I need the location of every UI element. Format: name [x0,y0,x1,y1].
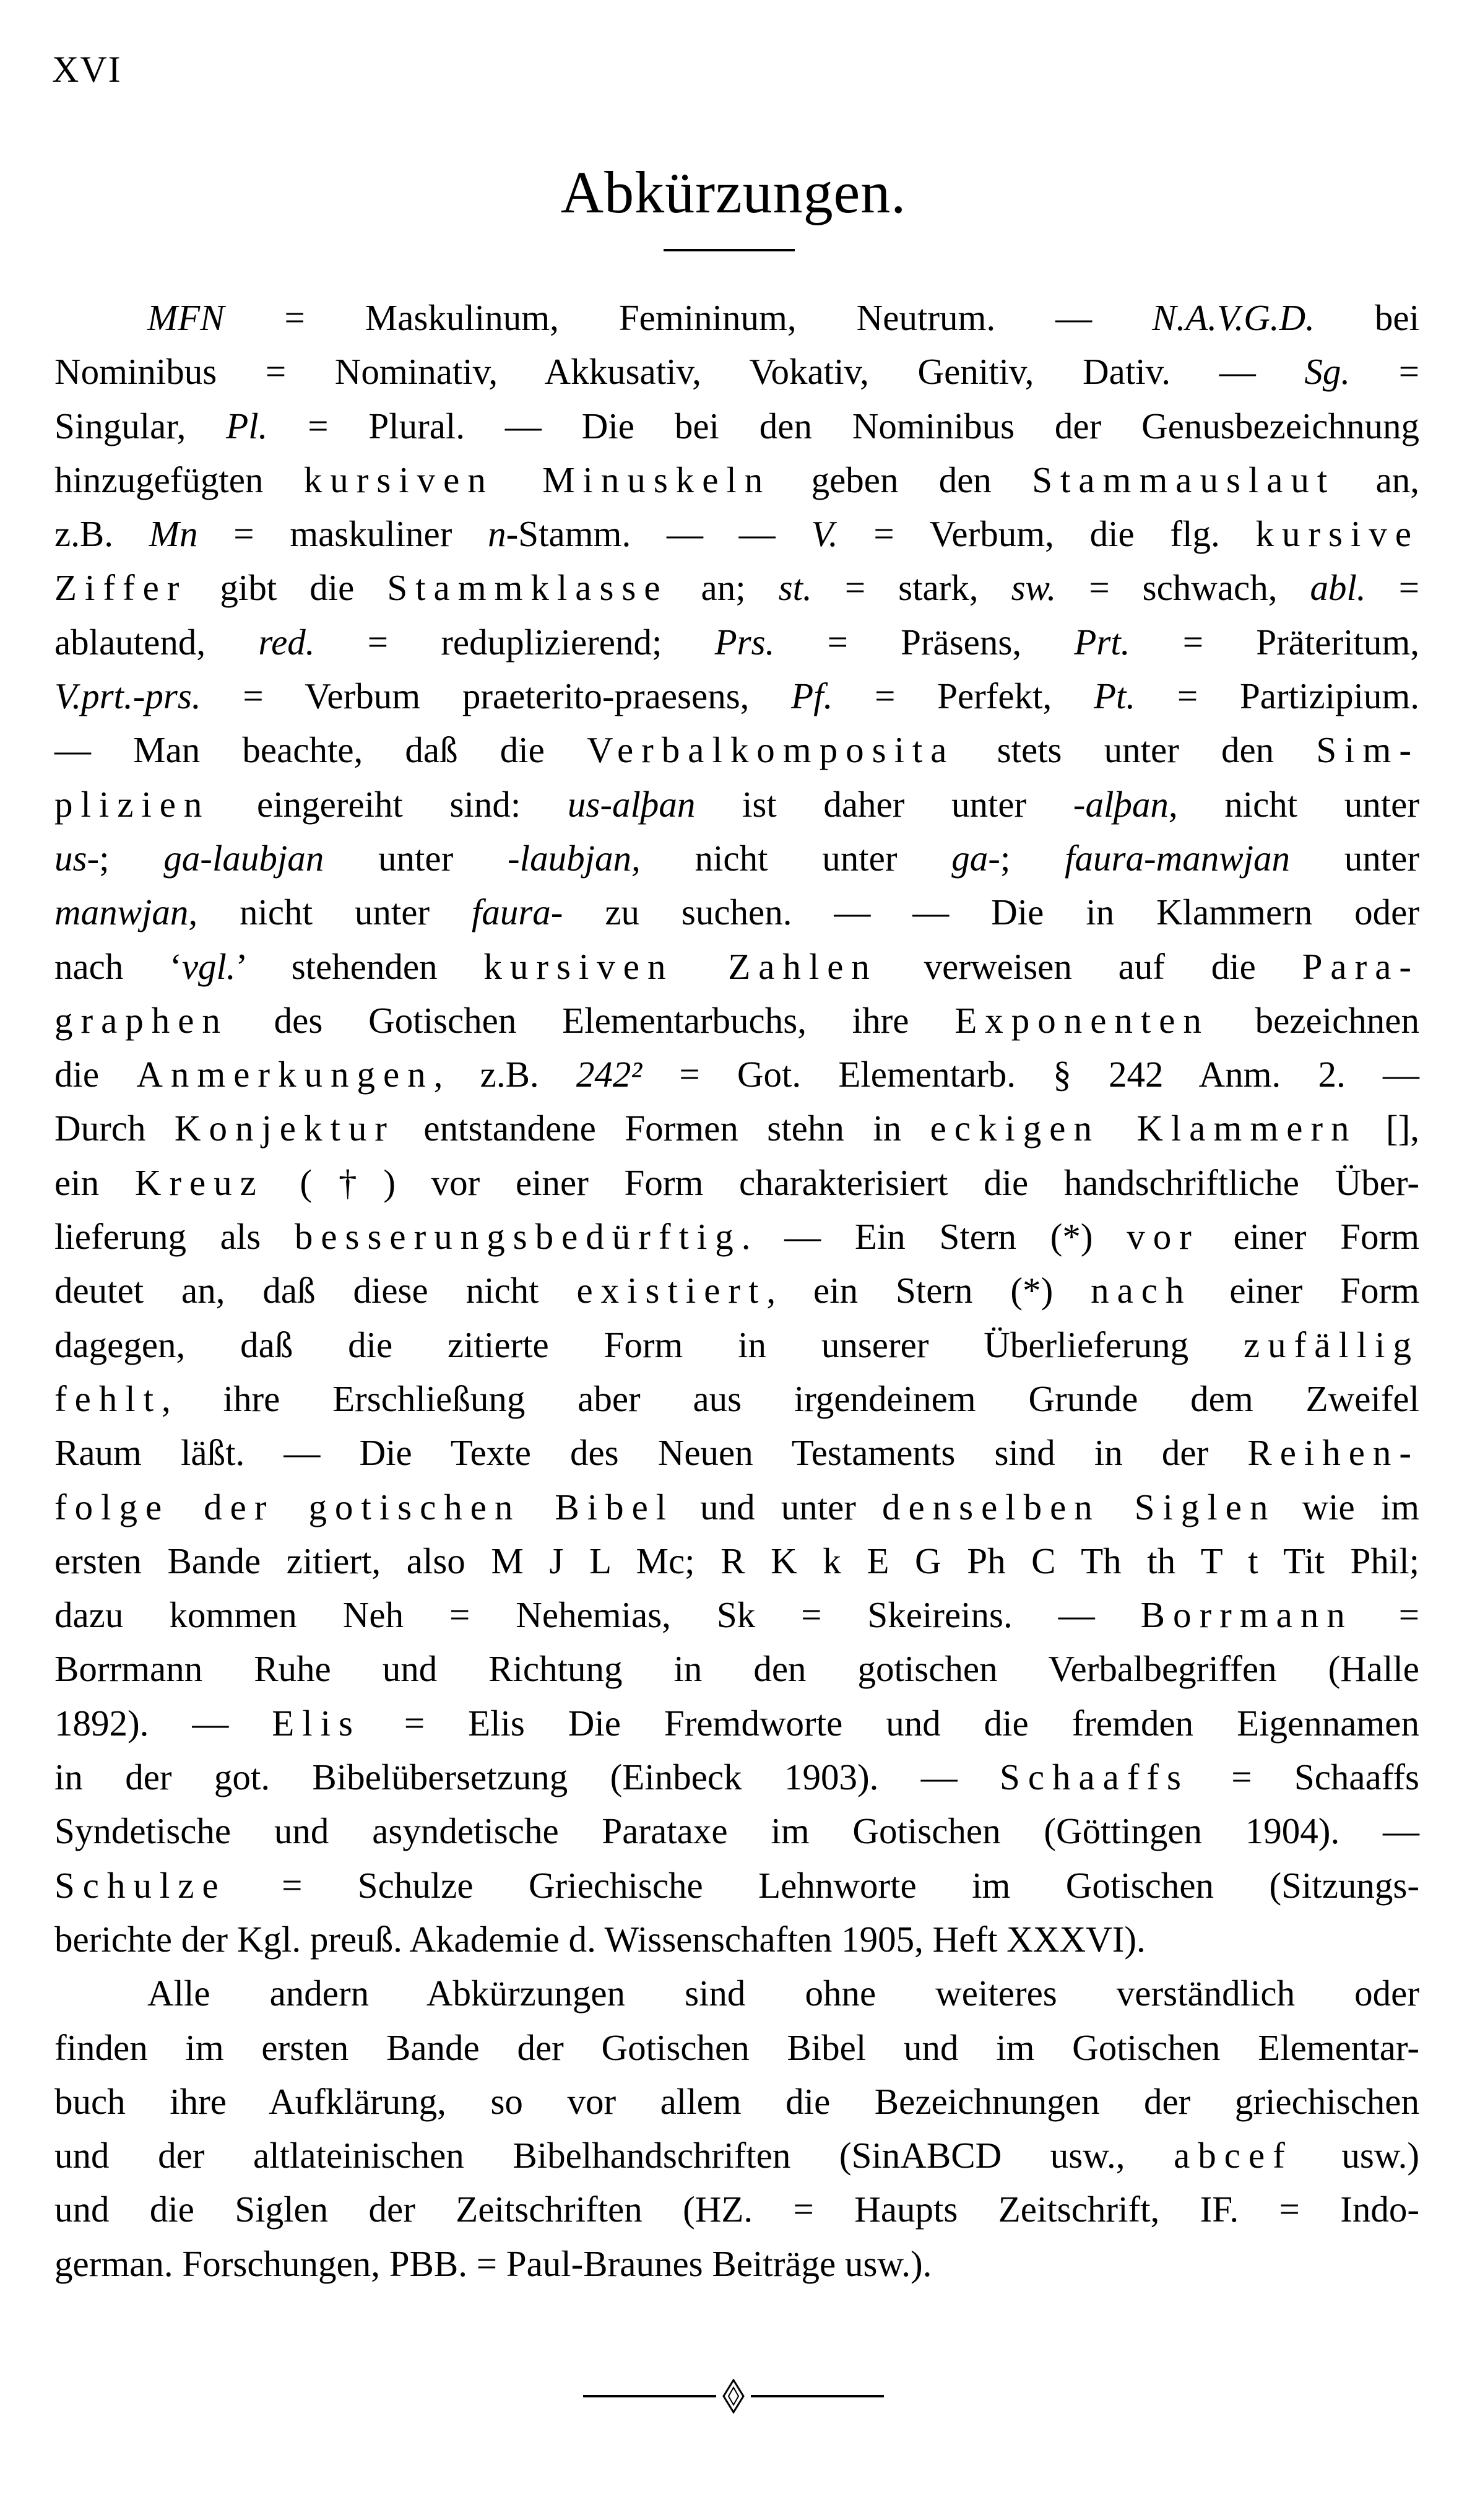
spaced-text: Borrmann [1140,1594,1353,1636]
italic-text: manwjan, [54,892,198,933]
text: usw.) [1292,2135,1419,2176]
text: des Gotischen Elementarbuchs, ihre [228,999,955,1041]
spaced-text: besserungsbedürftig [294,1216,742,1258]
text-line [54,1913,1419,1966]
text: nicht unter [197,892,472,933]
text: buch ihre Aufklärung, so vor allem die Bezeichnungen der griechischen [54,2080,1419,2122]
spaced-text: Kreuz [134,1162,264,1203]
italic-text: Mn [149,513,198,555]
spaced-text: Schulze [54,1864,227,1906]
spaced-text: abcef [1174,2135,1293,2176]
italic-text: us- [54,837,100,879]
italic-text: ga-laubjan [163,837,324,879]
text: nicht unter [640,837,952,879]
italic-text: red. [258,621,315,663]
text: ; [99,837,164,879]
text-line [54,1642,1419,1696]
text: ist daher unter [695,783,1073,825]
text: und die Siglen der Zeitschriften (HZ. = Haupts Zeitschrift, IF. = Indo- [54,2189,1419,2230]
spaced-text: Ziffer [54,567,188,609]
text: Syndetische und asyndetische Parataxe im Gotischen (Göttingen 1904). — [54,1810,1419,1852]
text-line [54,2075,1419,2129]
text: bei [1314,297,1419,338]
italic-text: -alþan, [1073,783,1178,825]
spaced-text: Schaaffs [1000,1757,1189,1798]
text: = Präsens, [774,621,1075,663]
text: an, [1335,459,1420,500]
text: geben den [771,459,1032,500]
text-line [54,2021,1419,2075]
spaced-text: folge der gotischen Bibel [54,1486,675,1527]
text: nicht unter [1177,783,1419,825]
spaced-text: Elis [272,1702,361,1744]
text: bezeichnen [1209,999,1419,1041]
text: zu suchen. — — Die in Klammern oder [563,892,1419,933]
text: wie im [1276,1486,1419,1527]
text-line [54,345,1419,399]
italic-text: V.prt.-prs. [54,676,201,717]
text-line [54,453,1419,507]
text: dagegen, daß die zitierte Form in unserer Überlieferung [54,1324,1244,1365]
text: und der altlateinischen Bibelhandschriften (SinABCD usw., [54,2135,1174,2176]
text-line [54,1966,1419,2020]
spaced-text: vor [1127,1216,1200,1258]
spaced-text: Verbalkomposita [586,729,955,771]
text: = Plural. — Die bei den Nominibus der Genusbezeichnung [267,405,1419,446]
text-line [54,1318,1419,1372]
text-line [54,832,1419,885]
text: = Maskulinum, Femininum, Neutrum. — [224,297,1153,338]
text: . — Ein Stern (*) [741,1216,1127,1258]
text: einer Form [1199,1216,1419,1258]
italic-text: us-alþan [567,783,696,825]
text: verweisen auf die [877,945,1302,987]
spaced-text: denselben Siglen [882,1486,1276,1527]
italic-text: faura- [471,892,563,933]
text-line [54,885,1419,939]
text: z.B. [54,513,149,555]
spaced-text: Konjektur [174,1108,395,1149]
text: finden im ersten Bande der Gotischen Bibel und im Gotischen Elementar- [54,2027,1419,2068]
italic-text: Prt. [1074,621,1130,663]
text: dazu kommen Neh = Nehemias, Sk = Skeireins. — [54,1594,1141,1636]
abbreviations-text [54,291,1419,2291]
text: hinzugefügten [54,459,304,500]
italic-text: sw. [1011,567,1057,609]
text: german. Forschungen, PBB. = Paul-Braunes Beiträge usw.). [54,2243,932,2284]
text-line [54,1480,1419,1534]
text-line [54,1697,1419,1750]
spaced-text: graphen [54,999,228,1041]
italic-text: st. [778,567,812,609]
text: , ein Stern (*) [766,1270,1091,1311]
italic-text: Pt. [1094,676,1136,717]
italic-text: abl. [1310,567,1366,609]
text-line [54,1372,1419,1426]
text: Durch [54,1108,175,1149]
text-line [54,507,1419,561]
text: nach ‘ [54,945,182,987]
text: -Stamm. — — [506,513,811,555]
ornament-bar-left [583,2395,716,2397]
text: eingereiht sind: [210,783,568,825]
text: Nominibus = Nominativ, Akkusativ, Vokativ, Genitiv, Dativ. — [54,351,1305,393]
text-line [54,2183,1419,2236]
text: = Partizipium. [1135,676,1419,717]
italic-text: ga- [951,837,1000,879]
text: und unter [674,1486,882,1527]
text: Alle andern Abkürzungen sind ohne weiteres verständlich oder [147,1973,1419,2014]
spaced-text: Exponenten [954,999,1210,1041]
text: = stark, [811,567,1011,609]
italic-text: Pl. [226,405,268,446]
italic-text: Prs. [714,621,775,663]
text: berichte der Kgl. preuß. Akademie d. Wissenschaften 1905, Heft XXXVI). [54,1918,1146,1960]
text: ein [54,1162,135,1203]
diamond-ornament-icon [720,2379,747,2414]
text-line [54,940,1419,994]
text-line [54,1210,1419,1264]
text-line [54,1750,1419,1804]
text-line [54,561,1419,615]
text: (†) vor einer Form charakterisiert die handschriftliche Über- [264,1162,1419,1203]
text: = Präteritum, [1130,621,1419,663]
spaced-text: Stammklasse [387,567,669,609]
text: = maskuliner [197,513,488,555]
text-line [54,1588,1419,1642]
italic-text: N.A.V.G.D. [1152,297,1315,338]
text: unter [1289,837,1419,879]
text: ersten Bande zitiert, also M J L Mc; R K k E G Ph C Th th T t Tit Phil; [54,1540,1419,1581]
text: = Schulze Griechische Lehnworte im Gotischen (Sitzungs- [226,1864,1419,1906]
text: 1892). — [54,1702,272,1744]
text-line [54,723,1419,777]
text-line [54,1156,1419,1210]
text: ablautend, [54,621,259,663]
text: stets unter den [954,729,1317,771]
text-line [54,1264,1419,1318]
text: die [54,1054,137,1095]
spaced-text: eckigen Klammern [930,1108,1357,1149]
text: [], [1357,1108,1419,1149]
text-line [54,2237,1419,2291]
text-line [54,778,1419,832]
italic-text: faura-manwjan [1065,837,1290,879]
text-line [54,399,1419,453]
text: = Elis Die Fremdworte und die fremden Eigennamen [360,1702,1419,1744]
spaced-text: kursive [1255,513,1420,555]
text: Raum läßt. — Die Texte des Neuen Testaments sind in der [54,1432,1248,1474]
text: — Man beachte, daß die [54,729,587,771]
spaced-text: Sim- [1316,729,1419,771]
closing-ornament [0,2378,1467,2415]
text-line [54,1859,1419,1913]
text: = Perfekt, [833,676,1094,717]
italic-text: -laubjan, [508,837,641,879]
italic-text: n [488,513,506,555]
text: Borrmann Ruhe und Richtung in den gotischen Verbalbegriffen (Halle [54,1648,1419,1690]
text: = schwach, [1056,567,1310,609]
spaced-text: Reihen- [1247,1432,1419,1474]
text: , ihre Erschließung aber aus irgendeinem Grunde dem Zweifel [162,1378,1419,1419]
spaced-text: plizien [54,783,210,825]
italic-text: 242² [576,1054,643,1095]
text: = reduplizierend; [314,621,715,663]
spaced-text: Stammauslaut [1032,459,1336,500]
page-title: Abkürzungen. [560,159,907,225]
text: in der got. Bibelübersetzung (Einbeck 1903). — [54,1757,1000,1798]
page-number: XVI [52,49,122,90]
text-line [54,1426,1419,1480]
text: unter [324,837,508,879]
spaced-text: existiert [576,1270,767,1311]
text-line [54,669,1419,723]
spaced-text: Anmerkungen [136,1054,434,1095]
spaced-text: kursiven Minuskeln [303,459,771,500]
text-line [54,1534,1419,1588]
text: = [1352,1594,1419,1636]
text: lieferung als [54,1216,295,1258]
text: = Verbum, die flg. [837,513,1256,555]
text: einer Form [1192,1270,1419,1311]
text: , z.B. [433,1054,576,1095]
italic-text: vgl. [181,945,236,987]
text-line [54,994,1419,1048]
text-line [54,1101,1419,1155]
text: ’ stehenden [235,945,484,987]
text: = [1365,567,1419,609]
text: = Schaaffs [1188,1757,1419,1798]
text: Singular, [54,405,227,446]
spaced-text: fehlt [54,1378,162,1419]
text: an; [668,567,779,609]
spaced-text: kursiven Zahlen [483,945,878,987]
spaced-text: zufällig [1243,1324,1419,1365]
text-line [54,2129,1419,2183]
text: gibt die [187,567,387,609]
text-line [54,291,1419,345]
spaced-text: Para- [1302,945,1419,987]
text: deutet an, daß diese nicht [54,1270,577,1311]
spaced-text: nach [1091,1270,1192,1311]
italic-text: Sg. [1304,351,1351,393]
text-line [54,1048,1419,1101]
italic-text: V. [811,513,838,555]
text: = [1350,351,1419,393]
text: entstandene Formen stehn in [394,1108,930,1149]
text: = Got. Elementarb. § 242 Anm. 2. — [642,1054,1419,1095]
text-line [54,1804,1419,1858]
text: = Verbum praeterito-praesens, [201,676,792,717]
text: ; [1000,837,1065,879]
italic-text: Pf. [791,676,833,717]
ornament-bar-right [751,2395,884,2397]
title-rule [664,249,795,251]
italic-text: MFN [147,297,225,338]
text-line [54,615,1419,669]
